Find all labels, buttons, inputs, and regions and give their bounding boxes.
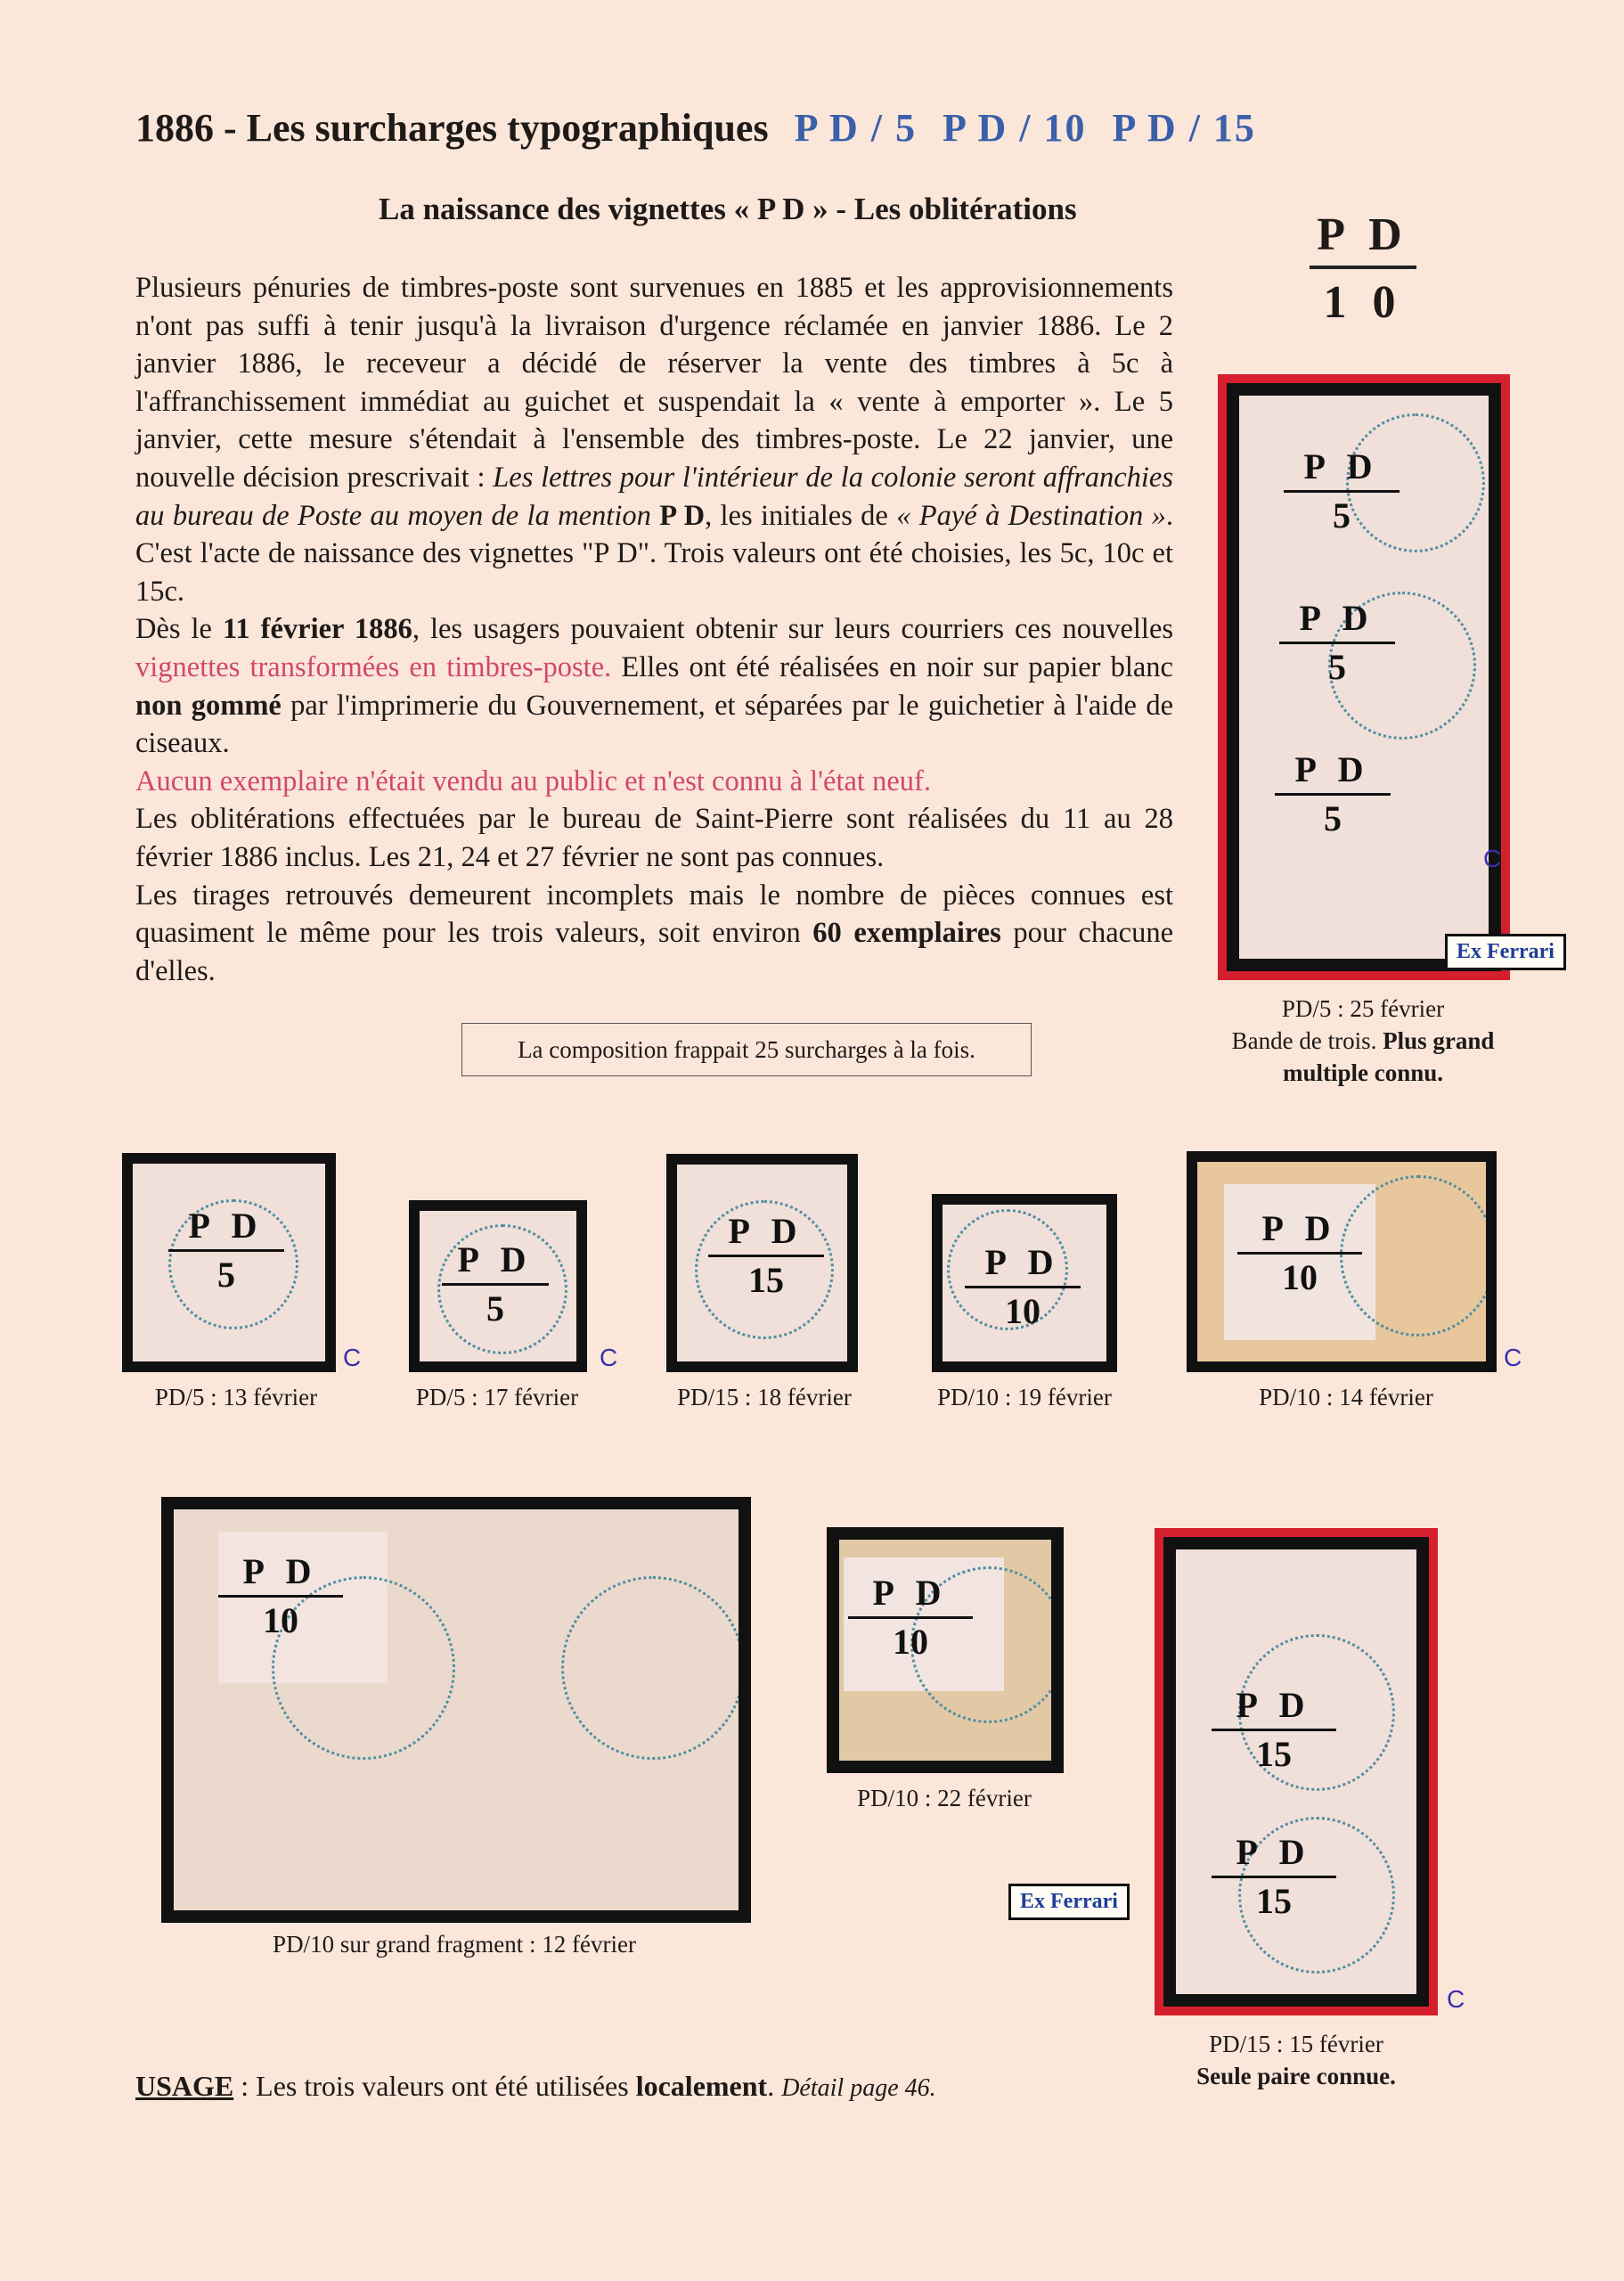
row1-bottom: 5 bbox=[168, 1249, 284, 1293]
p1-italic2: « Payé à Destination » bbox=[896, 499, 1166, 532]
row5-bottom: 10 bbox=[1237, 1252, 1362, 1296]
big-overprint-bottom: 1 0 bbox=[1310, 266, 1416, 326]
stamp-row-4-paper bbox=[943, 1205, 1106, 1361]
strip-caption-2 bbox=[1194, 1025, 1532, 1057]
pair-op1-top: P D bbox=[1236, 1685, 1312, 1725]
strip-overprint-1 bbox=[1284, 446, 1400, 536]
composition-note: La composition frappait 25 surcharges à la fois. bbox=[461, 1023, 1032, 1076]
usage-label: USAGE bbox=[135, 2070, 234, 2102]
usage-line: USAGE : Les trois valeurs ont été utilisées localement. Détail page 46. bbox=[135, 2070, 936, 2102]
strip-inner bbox=[1227, 383, 1501, 971]
stamp-22-paper bbox=[839, 1540, 1051, 1761]
pair-caption-1: PD/15 : 15 février bbox=[1209, 2031, 1383, 2057]
row3-bottom: 15 bbox=[708, 1255, 824, 1298]
strip-paper bbox=[1239, 396, 1489, 959]
c-mark-row-1: C bbox=[343, 1344, 362, 1371]
pair-overprint-2 bbox=[1212, 1832, 1336, 1921]
ex-ferrari-badge-2: Ex Ferrari bbox=[1008, 1884, 1130, 1920]
row1-caption: PD/5 : 13 février bbox=[154, 1384, 318, 1410]
fragment-top: P D bbox=[242, 1551, 319, 1591]
row2-top: P D bbox=[457, 1239, 534, 1279]
row2-overprint bbox=[442, 1239, 549, 1329]
pair-op1-bottom: 15 bbox=[1212, 1729, 1336, 1772]
page-title bbox=[135, 105, 1256, 151]
strip-caption-1: PD/5 : 25 février bbox=[1281, 995, 1445, 1022]
strip-caption-2a: Bande de trois. bbox=[1231, 1027, 1377, 1054]
intro-p5 bbox=[135, 877, 1173, 991]
stamp-row-2-paper bbox=[420, 1211, 576, 1361]
subtitle: La naissance des vignettes « P D » - Les oblitérations bbox=[379, 192, 1077, 226]
ex-ferrari-badge-1: Ex Ferrari bbox=[1445, 934, 1566, 970]
stamp-row-1-paper bbox=[133, 1164, 325, 1361]
row3-overprint bbox=[708, 1211, 824, 1300]
title-pd15: P D / 15 bbox=[1112, 106, 1256, 150]
strip-op1-bottom: 5 bbox=[1284, 490, 1400, 534]
p2-bold2: non gommé bbox=[135, 689, 282, 722]
c-mark-row-2: C bbox=[600, 1344, 618, 1371]
p2-a: Dès le bbox=[135, 613, 212, 646]
intro-p2 bbox=[135, 610, 1173, 762]
strip-caption-2b: Plus grand bbox=[1383, 1027, 1495, 1054]
stamp-row-3 bbox=[666, 1154, 858, 1372]
fragment-bottom: 10 bbox=[218, 1595, 343, 1639]
p2-b: , les usagers pouvaient obtenir sur leurs courriers ces nouvelles bbox=[412, 613, 1174, 646]
p2-c: Elles ont été réalisées en noir sur papier blanc bbox=[621, 650, 1173, 683]
p5-b: pour chacune d'elles. bbox=[135, 917, 1174, 987]
big-overprint-top: P D bbox=[1317, 209, 1409, 260]
usage-italic: Détail page 46. bbox=[781, 2074, 936, 2102]
strip-caption-3: multiple connu. bbox=[1282, 1059, 1444, 1086]
strip-frame bbox=[1218, 374, 1510, 980]
row5-caption: PD/10 : 14 février bbox=[1259, 1384, 1433, 1410]
stamp-row-4 bbox=[932, 1194, 1117, 1372]
single-22-caption: PD/10 : 22 février bbox=[857, 1785, 1032, 1811]
row1-overprint bbox=[168, 1208, 284, 1293]
fragment-paper bbox=[174, 1509, 739, 1910]
pair-op2-top: P D bbox=[1236, 1832, 1312, 1872]
row2-bottom: 5 bbox=[442, 1283, 549, 1327]
row4-top: P D bbox=[984, 1242, 1061, 1282]
p1-c: . C'est l'acte de naissance des vignettes "P D". Trois valeurs ont été choisies, les 5c, 10c et 15c. bbox=[135, 499, 1174, 608]
big-overprint bbox=[1310, 209, 1416, 328]
p2-d: par l'imprimerie du Gouvernement, et séparées par le guichetier à l'aide de ciseaux. bbox=[135, 689, 1173, 760]
single22-top: P D bbox=[872, 1573, 949, 1613]
pair-op2-bottom: 15 bbox=[1212, 1876, 1336, 1919]
c-mark-pair: C bbox=[1447, 1985, 1465, 2013]
row5-top: P D bbox=[1261, 1208, 1338, 1248]
strip-op2-bottom: 5 bbox=[1279, 642, 1395, 685]
usage-text: : Les trois valeurs ont été utilisées bbox=[241, 2070, 629, 2102]
p1-b: , les initiales de bbox=[705, 499, 888, 532]
intro-p4: Les oblitérations effectuées par le bureau de Saint-Pierre sont réalisées du 11 au 28 février 1886 inclus. Les 21, 24 et 27 février ne sont pas connues. bbox=[135, 803, 1173, 873]
intro-p3: Aucun exemplaire n'était vendu au public et n'est connu à l'état neuf. bbox=[135, 764, 931, 797]
row4-overprint bbox=[965, 1242, 1081, 1331]
strip-op3-top: P D bbox=[1294, 749, 1371, 789]
row3-caption: PD/15 : 18 février bbox=[677, 1384, 852, 1410]
postmark-fragment-2 bbox=[561, 1576, 739, 1760]
title-pd5: P D / 5 bbox=[794, 106, 918, 150]
c-mark-row-5: C bbox=[1504, 1344, 1522, 1371]
pair-paper bbox=[1176, 1549, 1416, 1994]
row5-overprint bbox=[1237, 1208, 1362, 1297]
row3-top: P D bbox=[728, 1211, 804, 1251]
fragment-overprint bbox=[218, 1551, 343, 1640]
c-mark-strip: C bbox=[1483, 845, 1502, 872]
strip-op3-bottom: 5 bbox=[1275, 793, 1391, 837]
stamp-22-fevrier bbox=[827, 1527, 1064, 1773]
pair-inner bbox=[1163, 1537, 1429, 2007]
pair-caption bbox=[1158, 2028, 1434, 2092]
title-pd10: P D / 10 bbox=[943, 106, 1087, 150]
intro-text bbox=[135, 269, 1173, 990]
title-text: 1886 - Les surcharges typographiques bbox=[135, 106, 769, 150]
p1-bold-pd: P D bbox=[659, 499, 706, 532]
stamp-row-3-paper bbox=[677, 1165, 847, 1361]
p1-italic: Les lettres pour l'intérieur de la colonie seront affranchies au bureau de Poste au moyen de la mention bbox=[135, 461, 1174, 532]
large-fragment bbox=[161, 1497, 751, 1923]
strip-op2-top: P D bbox=[1299, 598, 1375, 638]
stamp-row-5-paper bbox=[1197, 1162, 1486, 1361]
p5-bold: 60 exemplaires bbox=[812, 917, 1001, 950]
strip-overprint-2 bbox=[1279, 598, 1395, 687]
row4-bottom: 10 bbox=[965, 1286, 1081, 1329]
stamp-row-5 bbox=[1187, 1151, 1497, 1372]
fragment-caption: PD/10 sur grand fragment : 12 février bbox=[273, 1931, 636, 1958]
pair-frame bbox=[1155, 1528, 1438, 2015]
row1-top: P D bbox=[188, 1206, 265, 1246]
pair-caption-2: Seule paire connue. bbox=[1196, 2063, 1396, 2089]
strip-overprint-3 bbox=[1275, 749, 1391, 838]
intro-p1 bbox=[135, 269, 1173, 610]
p2-pink: vignettes transformées en timbres-poste. bbox=[135, 650, 612, 683]
strip-caption bbox=[1194, 993, 1532, 1089]
strip-op1-top: P D bbox=[1303, 446, 1380, 486]
single-22-overprint bbox=[848, 1575, 973, 1660]
row4-caption: PD/10 : 19 février bbox=[937, 1384, 1112, 1410]
pair-overprint-1 bbox=[1212, 1685, 1336, 1774]
p1-a: Plusieurs pénuries de timbres-poste sont survenues en 1885 et les approvisionnements n'ont pas suffi à tenir jusqu'à la livraison d'urgence réclamée en janvier 1886. Le 2 janvier 1886, le receveur a décidé de réserver la vente des timbres à 5c à l'affranchissement immédiat au guichet et suspendait la « vente à emporter ». Le 5 janvier, cette mesure s'étendait à l'ensemble des timbres-poste. Le 22 janvier, une nouvelle décision prescrivait : bbox=[135, 272, 1173, 494]
usage-bold: localement bbox=[635, 2070, 768, 2102]
single22-bottom: 10 bbox=[848, 1616, 973, 1660]
p5-a: Les tirages retrouvés demeurent incomplets mais le nombre de pièces connues est quasiment le même pour les trois valeurs, soit environ bbox=[135, 879, 1173, 950]
p2-bold: 11 février 1886 bbox=[222, 613, 412, 646]
stamp-row-2 bbox=[409, 1200, 587, 1372]
row2-caption: PD/5 : 17 février bbox=[415, 1384, 579, 1410]
stamp-row-1 bbox=[122, 1153, 336, 1372]
